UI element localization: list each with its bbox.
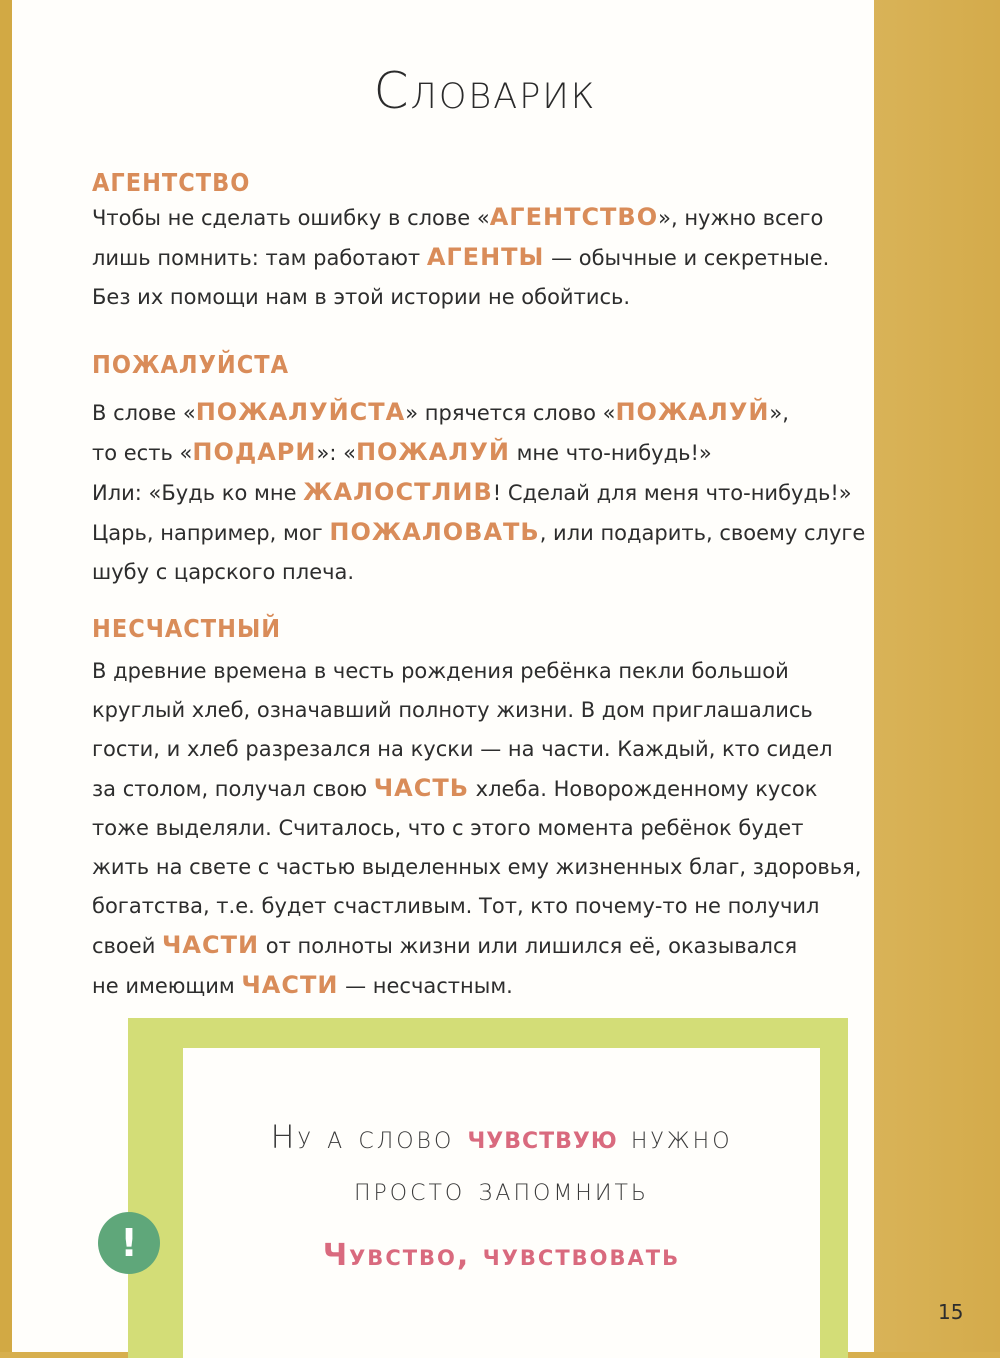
entry-line [92, 730, 872, 769]
highlight-word: АГЕНТСТВО [489, 203, 659, 231]
line-text: круглый хлеб, означавший полноту жизни. В дом приглашались [92, 698, 813, 722]
line-text: Или: «Будь ко мне [92, 481, 304, 505]
entry-line [92, 652, 872, 691]
line-text: В древние времена в честь рождения ребёнка пекли большой [92, 659, 789, 683]
page-title: Словарик [373, 62, 597, 120]
line-text: от полноты жизни или лишился её, оказывался [259, 934, 798, 958]
entry-line [92, 513, 872, 553]
line-text: мне что-нибудь!» [509, 441, 712, 465]
entry-head-agentstvo: АГЕНТСТВО [92, 168, 251, 197]
highlight-word: ЧАСТИ [241, 971, 339, 999]
line-text: Без их помощи нам в этой истории не обойтись. [92, 285, 631, 309]
entry-line [92, 198, 872, 238]
highlight-word: ПОЖАЛУЙСТА [195, 398, 406, 426]
entry-line [92, 769, 872, 809]
entry-line [92, 887, 872, 926]
highlight-word: ЖАЛОСТЛИВ [303, 478, 493, 506]
entry-line [92, 848, 872, 887]
line-text: своей [92, 934, 163, 958]
line-text: » прячется слово « [405, 401, 616, 425]
line-text: за столом, получал свою [92, 777, 374, 801]
line-text: », нужно всего [658, 206, 824, 230]
note-line-2: просто запомнить [354, 1170, 649, 1208]
line-text: тоже выделяли. Считалось, что с этого момента ребёнок будет [92, 816, 804, 840]
note-text-b: нужно [617, 1118, 733, 1156]
highlight-word: ЧАСТИ [162, 931, 260, 959]
line-text: , или подарить, своему слуге [539, 521, 866, 545]
page-number: 15 [938, 1300, 964, 1324]
page-edge-left [0, 0, 12, 1352]
entry-line [92, 926, 872, 966]
note-words: Чувство, чувствовать [322, 1238, 681, 1273]
line-text: не имеющим [92, 974, 242, 998]
entry-line [92, 278, 872, 317]
entry-body-pozhaluysta [92, 393, 872, 592]
line-text: жить на свете с частью выделенных ему жизненных благ, здоровья, [92, 855, 862, 879]
line-text: — несчастным. [338, 974, 513, 998]
entry-body-agentstvo [92, 198, 872, 317]
entry-line [92, 966, 872, 1006]
line-text: Царь, например, мог [92, 521, 330, 545]
line-text: лишь помнить: там работают [92, 246, 427, 270]
highlight-word: ЧАСТЬ [373, 774, 469, 802]
note-text-a: Ну а слово [270, 1118, 468, 1156]
entry-line [92, 393, 872, 433]
line-text: »: « [316, 441, 356, 465]
highlight-word: ПОЖАЛОВАТЬ [329, 518, 540, 546]
entry-line [92, 433, 872, 473]
entry-line [92, 691, 872, 730]
entry-line [92, 238, 872, 278]
entry-line [92, 553, 872, 592]
note-line-1 [183, 1118, 820, 1156]
exclamation-icon: ! [98, 1212, 160, 1274]
entry-body-neschastny [92, 652, 872, 1006]
line-text: хлеба. Новорожденному кусок [468, 777, 818, 801]
line-text: — обычные и секретные. [544, 246, 830, 270]
highlight-word: ПОЖАЛУЙ [615, 398, 770, 426]
entry-line [92, 473, 872, 513]
line-text: », [769, 401, 789, 425]
page-edge-right [870, 0, 1000, 1352]
line-text: то есть « [92, 441, 193, 465]
line-text: В слове « [92, 401, 196, 425]
highlight-word: ПОДАРИ [192, 438, 317, 466]
entry-head-neschastny: НЕСЧАСТНЫЙ [92, 614, 282, 643]
line-text: богатства, т.е. будет счастливым. Тот, кто почему-то не получил [92, 894, 820, 918]
entry-line [92, 809, 872, 848]
highlight-word: ПОЖАЛУЙ [355, 438, 510, 466]
note-highlight: чувствую [467, 1118, 618, 1156]
line-text: Чтобы не сделать ошибку в слове « [92, 206, 490, 230]
line-text: шубу с царского плеча. [92, 560, 355, 584]
highlight-word: АГЕНТЫ [426, 243, 545, 271]
line-text: гости, и хлеб разрезался на куски — на части. Каждый, кто сидел [92, 737, 833, 761]
line-text: ! Сделай для меня что-нибудь!» [492, 481, 852, 505]
entry-head-pozhaluysta: ПОЖАЛУЙСТА [92, 350, 289, 379]
